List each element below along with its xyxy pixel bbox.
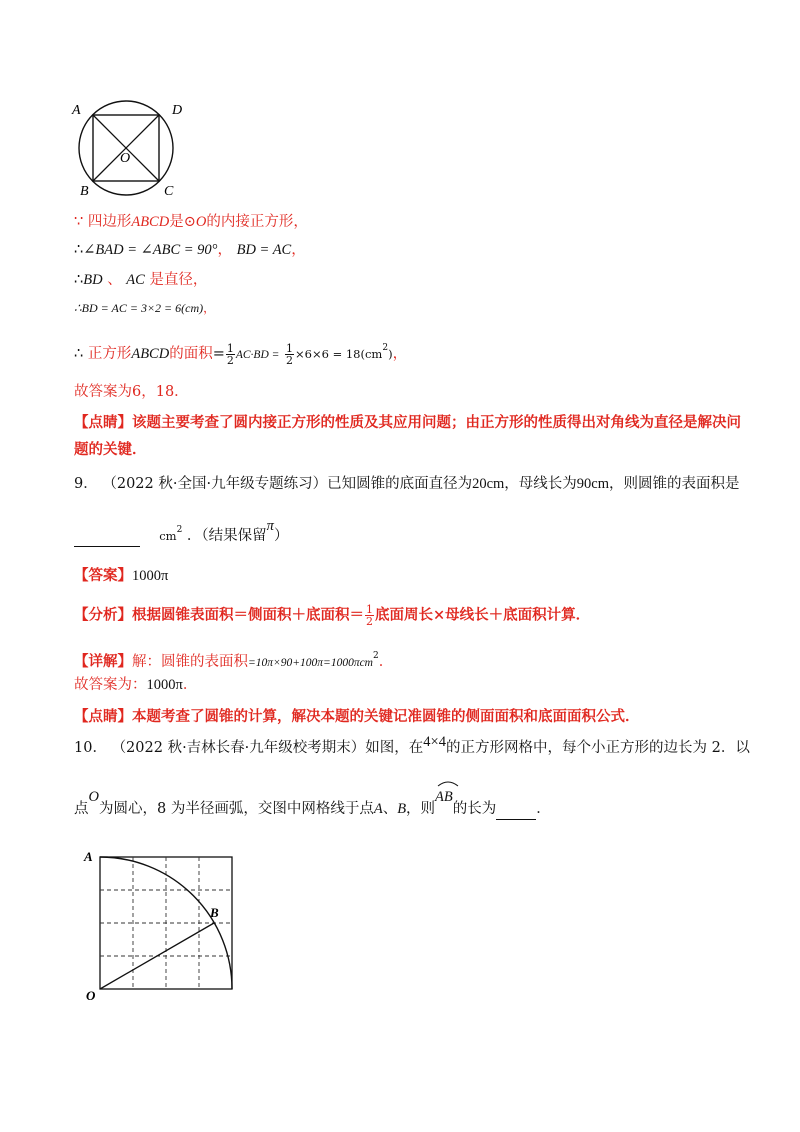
label-c: C [164,184,174,198]
question-10-stem-line2: 点O为圆心，8 为半径画弧，交图中网格线于点A、B，则 AB的长为 ． [74,799,551,820]
answer-blank [74,526,140,547]
label-b: B [210,905,219,920]
final-answer-q9: 故答案为：1000π． [74,677,198,693]
question-9-stem: 9． （2022 秋·全国·九年级专题练习）已知圆锥的底面直径为20cm，母线长为90cm，则圆锥的表面积是 [74,476,740,492]
inscribed-square-figure [70,98,190,198]
arc-ab-label: AB [435,787,453,807]
label-o: O [86,988,96,1003]
answer-q8: 故答案为6，18． [74,384,189,400]
question-10-stem-line1: 10． （2022 秋·吉林长春·九年级校考期末）如图，在4×4的正方形网格中，每个小正方形的边长为 2．以 [74,734,750,756]
grid-arc-figure [82,845,242,1005]
label-d: D [172,103,183,118]
question-9-blank-line: $cm^2$ ．（结果保留π） [74,520,288,547]
label-b: B [80,184,89,198]
label-a: A [84,849,93,864]
detail-q9: 【详解】解：圆锥的表面积=10π×90+100π=1000πcm$^2$． [74,651,394,670]
comment-q9: 【点睛】本题考查了圆锥的计算，解决本题的关键记准圆锥的侧面面积和底面面积公式． [74,708,640,725]
solution-line-4: ∴BD = AC = 3×2 = 6(cm)， [74,301,216,315]
answer-q9: 【答案】1000π [74,567,169,584]
answer-blank-q10 [496,799,536,820]
comment-q8-line1: 【点睛】该题主要考查了圆内接正方形的性质及其应用问题；由正方形的性质得出对角线为直径是解决问 [74,414,741,431]
solution-line-1: ∵ 四边形ABCD是⊙O的内接正方形， [74,214,308,230]
analysis-q9: 【分析】根据圆锥表面积＝侧面积＋底面积＝ $\frac{1}{2}$ 底面周长×母线长＋底面积计算． [74,603,591,628]
solution-line-3: ∴BD 、 AC 是直径， [74,272,208,288]
solution-line-5: ∴ 正方形ABCD的面积= $\frac{1}{2}$ AC·BD = $\frac{1}{2}$ $\times 6\times 6 = 18(cm^2)$， [74,341,408,367]
comment-q8-line2: 题的关键． [74,441,147,458]
label-o: O [120,151,131,166]
label-a: A [72,103,81,118]
solution-line-2: ∴∠BAD = ∠ABC = 90°， BD = AC， [74,242,306,258]
